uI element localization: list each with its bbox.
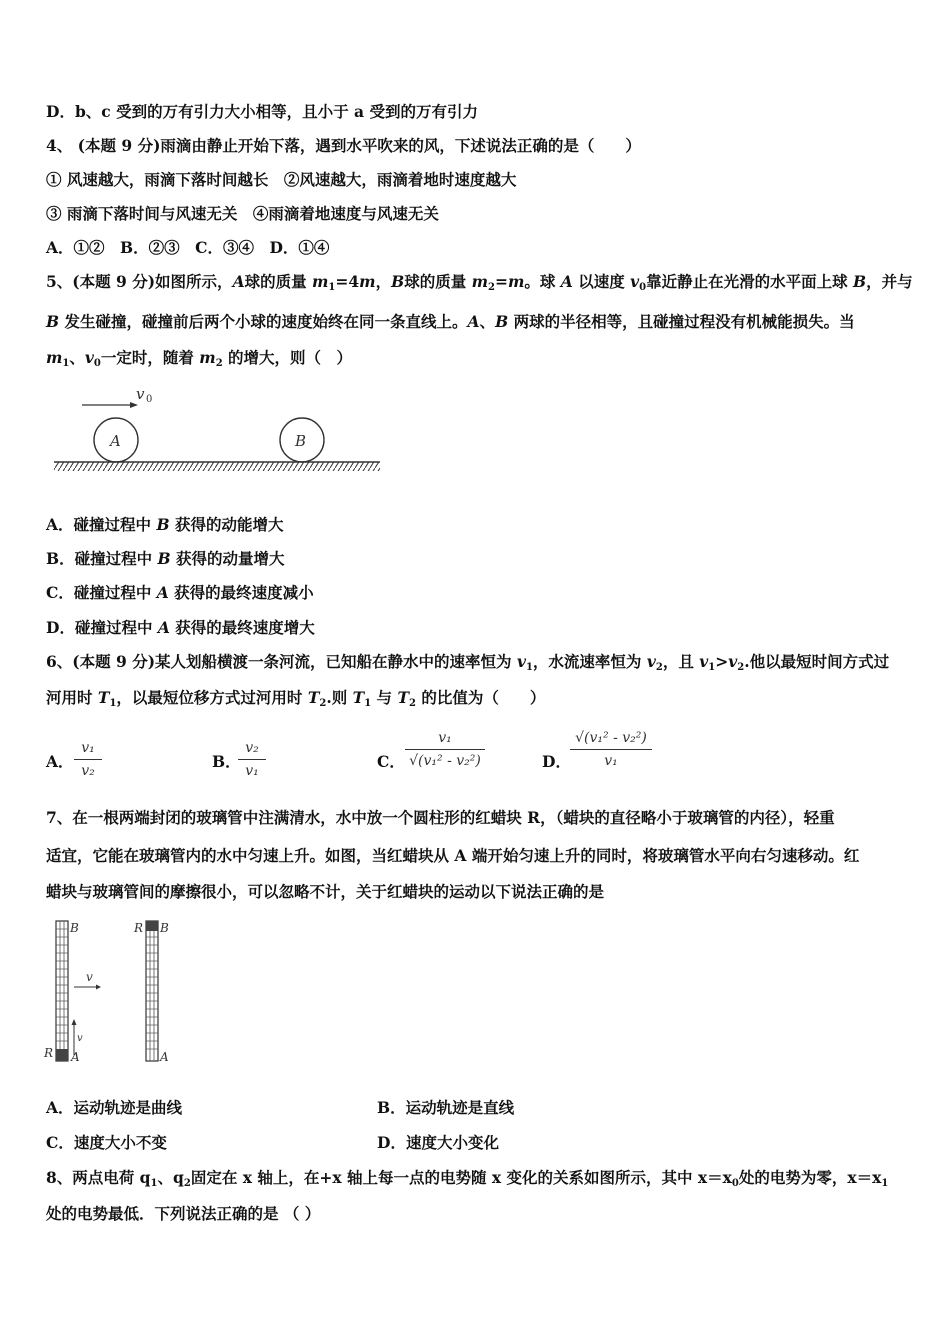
q6-option-a-fraction: v₁ v₂ [74,740,102,779]
q5-collision-figure [50,380,385,475]
q7-stem-line-1: 7、在一根两端封闭的玻璃管中注满清水，水中放一个圆柱形的红蜡块 R，（蜡块的直径略小于玻璃管的内径），轻重 [46,808,835,827]
q5-option-d: D．碰撞过程中 A 获得的最终速度增大 [46,618,315,637]
svg-text:A: A [71,1050,80,1064]
q6-option-c-label: C． [377,752,405,771]
wax-block-r [56,1049,68,1061]
q7-stem-line-3: 蜡块与玻璃管间的摩擦很小，可以忽略不计，关于红蜡块的运动以下说法正确的是 [46,882,605,901]
q7-stem-line-2: 适宜，它能在玻璃管内的水中匀速上升。如图，当红蜡块从 A 端开始匀速上升的同时，将玻璃管水平向右匀速移动。红 [46,846,860,865]
svg-text:v: v [77,1033,83,1044]
q5-option-c: C．碰撞过程中 A 获得的最终速度减小 [46,583,314,602]
q6-option-b-label: B． [212,752,241,771]
q5-stem-line-2: B 发生碰撞，碰撞前后两个小球的速度始终在同一条直线上。A、B 两球的半径相等，且碰撞过程没有机械能损失。当 [46,312,855,331]
glass-tube-left [56,921,68,1061]
q5-stem-line-1: 5、(本题 9 分)如图所示，A球的质量 $m_1=4m$，B球的质量 $m_2=m$。球 A 以速度 $v_0$靠近静止在光滑的水平面上球 B，并与 [46,272,913,293]
svg-text:A: A [160,1050,169,1064]
q8-stem-line-2: 处的电势最低．下列说法正确的是 （ ） [46,1204,321,1223]
wax-block-r-top [146,921,158,931]
q7-glass-tube-figure [42,915,187,1065]
q7-option-a: A．运动轨迹是曲线 [46,1098,183,1117]
svg-text:B: B [70,921,79,935]
q6-option-c-fraction: v₁ √(v₁² - v₂²) [405,730,485,769]
svg-text:A: A [110,432,121,450]
q4-options: A．①② B．②③ C．③④ D．①④ [46,238,330,257]
q5-option-b: B．碰撞过程中 B 获得的动量增大 [46,549,285,568]
svg-text:v: v [136,385,145,403]
q7-option-d: D．速度大小变化 [377,1133,499,1152]
glass-tube-right [146,921,158,1061]
q4-statement-line-1: ① 风速越大，雨滴下落时间越长 ②风速越大，雨滴着地时速度越大 [46,170,517,189]
q6-option-b-fraction: v₂ v₁ [238,740,266,779]
svg-text:R: R [134,921,144,935]
q5-option-a: A．碰撞过程中 B 获得的动能增大 [46,515,284,534]
q7-option-b: B．运动轨迹是直线 [377,1098,515,1117]
q4-statement-line-2: ③ 雨滴下落时间与风速无关 ④雨滴着地速度与风速无关 [46,204,439,223]
svg-text:R: R [44,1046,54,1060]
q6-option-a-label: A． [46,752,74,771]
q6-stem-line-1: 6、(本题 9 分)某人划船横渡一条河流，已知船在静水中的速率恒为 $v_1$，水流速率恒为 $v_2$，且 $v_1>v_2$.他以最短时间方式过 [46,652,890,673]
svg-text:v: v [86,970,93,984]
q8-stem-line-1: 8、两点电荷 $q_1$、$q_2$固定在 x 轴上，在+x 轴上每一点的电势随 x 变化的关系如图所示，其中 $x=x_0$处的电势为零，$x=x_1$ [46,1168,889,1189]
q4-stem: 4、 (本题 9 分)雨滴由静止开始下落，遇到水平吹来的风，下述说法正确的是（ ） [46,136,641,155]
q7-option-c: C．速度大小不变 [46,1133,167,1152]
svg-text:B: B [160,921,169,935]
svg-text:B: B [295,432,307,450]
q6-option-d-fraction: √(v₁² - v₂²) v₁ [570,730,652,769]
q3-option-d: D．b、c 受到的万有引力大小相等，且小于 a 受到的万有引力 [46,102,478,121]
q5-stem-line-3: $m_1$、$v_0$一定时，随着 $m_2$ 的增大，则（ ） [46,348,353,369]
svg-text:0: 0 [146,394,153,405]
q6-stem-line-2: 河用时 $T_1$，以最短位移方式过河用时 $T_2$.则 $T_1$ 与 $T_2$ 的比值为（ ） [46,688,546,709]
q6-option-d-label: D． [542,752,571,771]
